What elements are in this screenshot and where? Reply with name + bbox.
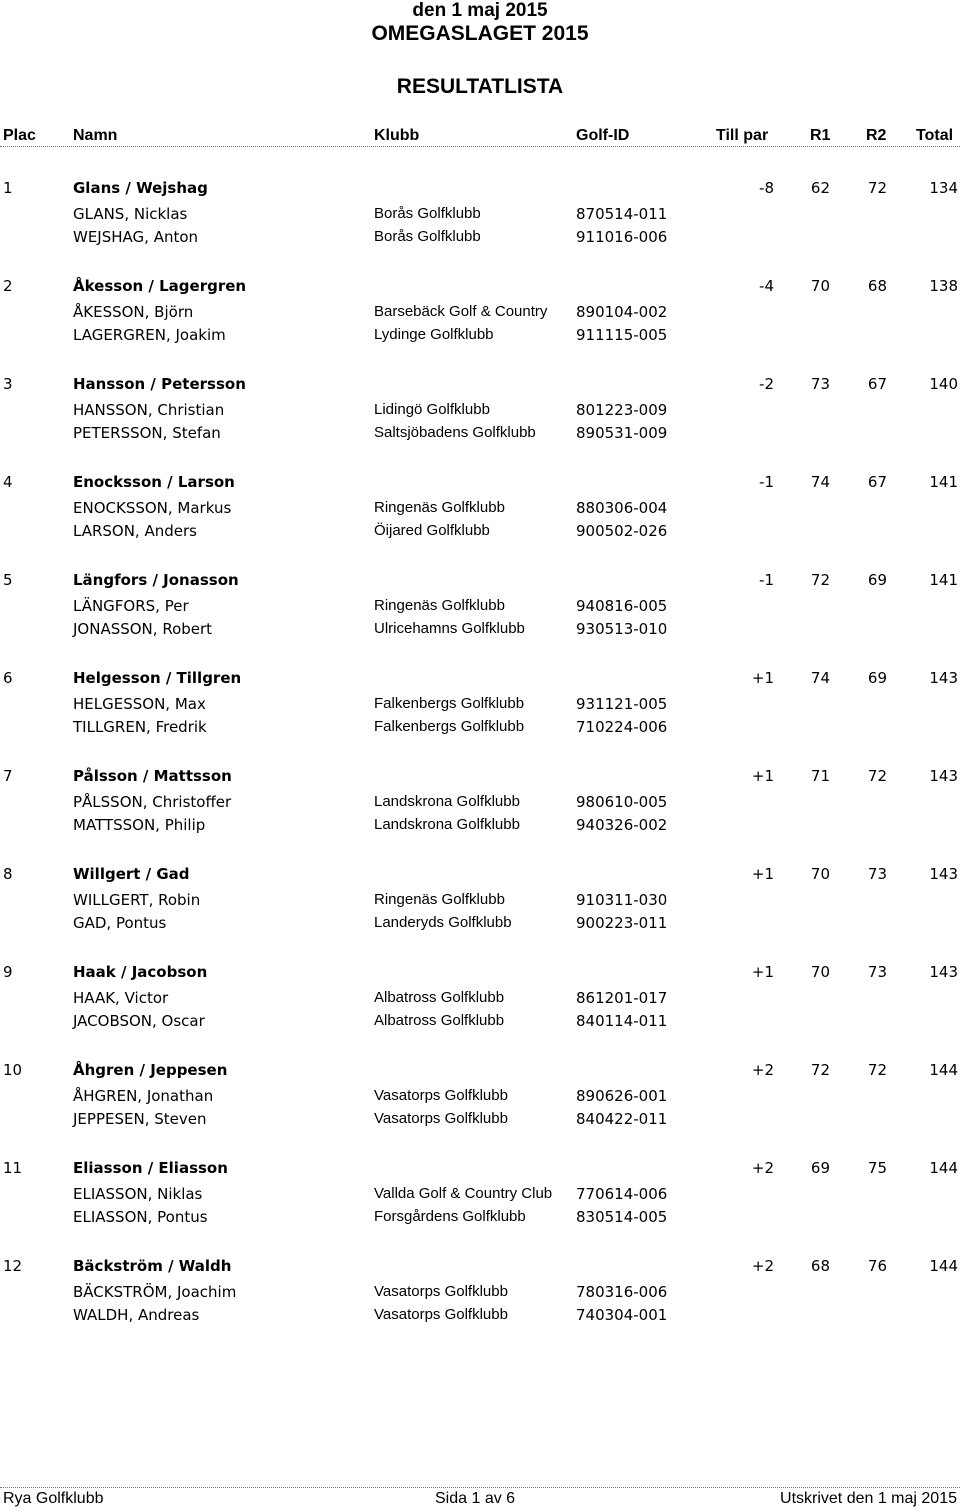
player-golf-id: 801223-009 <box>576 401 668 419</box>
team-till-par: +2 <box>751 1257 774 1275</box>
player-club: Lydinge Golfklubb <box>374 326 494 343</box>
player-club: Saltsjöbadens Golfklubb <box>374 424 536 441</box>
player-name: HELGESSON, Max <box>73 695 206 713</box>
player-name: PÅLSSON, Christoffer <box>73 793 232 811</box>
team-r2: 68 <box>867 277 887 295</box>
player-club: Falkenbergs Golfklubb <box>374 695 525 712</box>
team-till-par: +2 <box>751 1061 774 1079</box>
team-result <box>0 1061 960 1128</box>
player-club: Landeryds Golfklubb <box>374 914 512 931</box>
player-club: Ulricehamns Golfklubb <box>374 620 525 637</box>
footer-divider <box>0 1487 960 1488</box>
team-r1: 70 <box>810 277 830 295</box>
team-result <box>0 767 960 834</box>
column-header-namn: Namn <box>73 127 118 144</box>
player-golf-id: 770614-006 <box>576 1185 668 1203</box>
page-title: RESULTATLISTA <box>396 75 564 98</box>
team-total: 140 <box>929 375 958 393</box>
team-r2: 69 <box>867 669 887 687</box>
team-r1: 69 <box>810 1159 830 1177</box>
team-total: 144 <box>929 1061 958 1079</box>
team-r2: 72 <box>867 1061 887 1079</box>
team-name: Willgert / Gad <box>73 865 190 883</box>
team-name: Enocksson / Larson <box>73 473 235 491</box>
report-date: den 1 maj 2015 <box>412 0 548 21</box>
team-r1: 70 <box>810 963 830 981</box>
player-club: Lidingö Golfklubb <box>374 401 490 418</box>
player-name: WILLGERT, Robin <box>73 891 201 909</box>
team-r2: 73 <box>867 963 887 981</box>
team-name: Pålsson / Mattsson <box>73 767 232 785</box>
team-r1: 72 <box>810 571 830 589</box>
footer-club: Rya Golfklubb <box>3 1490 104 1507</box>
team-result <box>0 669 960 736</box>
team-till-par: -1 <box>759 473 774 491</box>
team-result <box>0 179 960 246</box>
team-r2: 72 <box>867 767 887 785</box>
player-golf-id: 861201-017 <box>576 989 668 1007</box>
player-name: BÄCKSTRÖM, Joachim <box>73 1283 237 1301</box>
team-r2: 75 <box>867 1159 887 1177</box>
event-title: OMEGASLAGET 2015 <box>371 22 589 45</box>
team-placement: 1 <box>3 179 13 197</box>
player-name: WALDH, Andreas <box>73 1306 200 1324</box>
team-name: Haak / Jacobson <box>73 963 208 981</box>
team-placement: 9 <box>3 963 13 981</box>
player-name: ELIASSON, Pontus <box>73 1208 208 1226</box>
player-name: HAAK, Victor <box>73 989 169 1007</box>
player-golf-id: 830514-005 <box>576 1208 668 1226</box>
team-r2: 73 <box>867 865 887 883</box>
team-total: 144 <box>929 1257 958 1275</box>
column-header-plac: Plac <box>3 127 36 144</box>
team-r1: 68 <box>810 1257 830 1275</box>
player-club: Ringenäs Golfklubb <box>374 891 505 908</box>
player-golf-id: 890104-002 <box>576 303 668 321</box>
team-name: Hansson / Petersson <box>73 375 246 393</box>
team-total: 141 <box>929 473 958 491</box>
team-till-par: -1 <box>759 571 774 589</box>
player-golf-id: 900223-011 <box>576 914 668 932</box>
team-name: Åkesson / Lagergren <box>73 277 247 295</box>
player-club: Vasatorps Golfklubb <box>374 1306 508 1323</box>
team-r2: 67 <box>867 375 887 393</box>
player-club: Landskrona Golfklubb <box>374 793 520 810</box>
team-r1: 70 <box>810 865 830 883</box>
player-name: JONASSON, Robert <box>73 620 213 638</box>
player-golf-id: 740304-001 <box>576 1306 668 1324</box>
player-golf-id: 840422-011 <box>576 1110 668 1128</box>
player-name: MATTSSON, Philip <box>73 816 206 834</box>
player-golf-id: 840114-011 <box>576 1012 668 1030</box>
player-name: ELIASSON, Niklas <box>73 1185 203 1203</box>
team-placement: 2 <box>3 277 13 295</box>
team-name: Glans / Wejshag <box>73 179 208 197</box>
player-club: Vallda Golf & Country Club <box>374 1185 553 1202</box>
player-golf-id: 870514-011 <box>576 205 668 223</box>
team-r2: 69 <box>867 571 887 589</box>
column-header-till-par: Till par <box>716 127 769 144</box>
player-golf-id: 910311-030 <box>576 891 668 909</box>
player-golf-id: 900502-026 <box>576 522 668 540</box>
player-club: Öijared Golfklubb <box>374 522 490 539</box>
team-placement: 10 <box>3 1061 23 1079</box>
team-till-par: +1 <box>751 865 774 883</box>
team-total: 141 <box>929 571 958 589</box>
player-name: WEJSHAG, Anton <box>73 228 199 246</box>
team-till-par: +2 <box>751 1159 774 1177</box>
player-golf-id: 931121-005 <box>576 695 668 713</box>
player-name: PETERSSON, Stefan <box>73 424 221 442</box>
team-till-par: -8 <box>759 179 774 197</box>
team-till-par: +1 <box>751 669 774 687</box>
team-total: 134 <box>929 179 958 197</box>
player-name: JACOBSON, Oscar <box>73 1012 205 1030</box>
player-club: Vasatorps Golfklubb <box>374 1087 508 1104</box>
team-placement: 6 <box>3 669 13 687</box>
player-club: Borås Golfklubb <box>374 228 481 245</box>
player-golf-id: 911016-006 <box>576 228 668 246</box>
team-r1: 71 <box>810 767 830 785</box>
player-club: Albatross Golfklubb <box>374 1012 505 1029</box>
team-total: 138 <box>929 277 958 295</box>
player-name: HANSSON, Christian <box>73 401 225 419</box>
team-total: 143 <box>929 669 958 687</box>
team-r1: 62 <box>810 179 830 197</box>
team-name: Längfors / Jonasson <box>73 571 239 589</box>
column-header-golf-id: Golf-ID <box>576 127 630 144</box>
player-club: Ringenäs Golfklubb <box>374 499 505 516</box>
player-club: Ringenäs Golfklubb <box>374 597 505 614</box>
player-golf-id: 780316-006 <box>576 1283 668 1301</box>
player-name: LÄNGFORS, Per <box>73 597 189 615</box>
player-club: Landskrona Golfklubb <box>374 816 520 833</box>
player-golf-id: 930513-010 <box>576 620 668 638</box>
player-club: Falkenbergs Golfklubb <box>374 718 525 735</box>
player-club: Borås Golfklubb <box>374 205 481 222</box>
player-golf-id: 940326-002 <box>576 816 668 834</box>
team-result <box>0 1159 960 1226</box>
column-header-klubb: Klubb <box>374 127 420 144</box>
column-header-total: Total <box>916 127 954 144</box>
player-golf-id: 911115-005 <box>576 326 668 344</box>
player-golf-id: 890626-001 <box>576 1087 668 1105</box>
footer-page-number: Sida 1 av 6 <box>435 1490 516 1507</box>
team-placement: 5 <box>3 571 13 589</box>
player-name: ÅKESSON, Björn <box>73 303 194 321</box>
team-placement: 3 <box>3 375 13 393</box>
team-result <box>0 963 960 1030</box>
player-golf-id: 980610-005 <box>576 793 668 811</box>
player-golf-id: 940816-005 <box>576 597 668 615</box>
player-club: Forsgårdens Golfklubb <box>374 1208 526 1225</box>
team-placement: 4 <box>3 473 13 491</box>
player-name: LAGERGREN, Joakim <box>73 326 226 344</box>
team-total: 143 <box>929 767 958 785</box>
player-club: Vasatorps Golfklubb <box>374 1110 508 1127</box>
player-name: ENOCKSSON, Markus <box>73 499 232 517</box>
team-placement: 12 <box>3 1257 23 1275</box>
team-till-par: -2 <box>759 375 774 393</box>
team-name: Åhgren / Jeppesen <box>73 1061 228 1079</box>
player-name: ÅHGREN, Jonathan <box>73 1087 214 1105</box>
team-result <box>0 473 960 540</box>
team-r1: 74 <box>810 473 830 491</box>
team-result <box>0 571 960 638</box>
team-result <box>0 375 960 442</box>
team-till-par: +1 <box>751 963 774 981</box>
player-name: GLANS, Nicklas <box>73 205 188 223</box>
player-golf-id: 710224-006 <box>576 718 668 736</box>
team-name: Helgesson / Tillgren <box>73 669 242 687</box>
team-total: 143 <box>929 865 958 883</box>
team-r2: 72 <box>867 179 887 197</box>
player-club: Barsebäck Golf & Country <box>374 303 548 320</box>
team-placement: 11 <box>3 1159 23 1177</box>
player-club: Albatross Golfklubb <box>374 989 505 1006</box>
player-name: JEPPESEN, Steven <box>73 1110 207 1128</box>
team-result <box>0 277 960 344</box>
team-till-par: +1 <box>751 767 774 785</box>
team-placement: 8 <box>3 865 13 883</box>
team-till-par: -4 <box>759 277 774 295</box>
team-total: 144 <box>929 1159 958 1177</box>
team-total: 143 <box>929 963 958 981</box>
column-header-r1: R1 <box>810 127 831 144</box>
player-club: Vasatorps Golfklubb <box>374 1283 508 1300</box>
team-r1: 73 <box>810 375 830 393</box>
team-r2: 67 <box>867 473 887 491</box>
team-result <box>0 1257 960 1324</box>
team-r1: 72 <box>810 1061 830 1079</box>
team-name: Eliasson / Eliasson <box>73 1159 228 1177</box>
player-name: LARSON, Anders <box>73 522 197 540</box>
column-header-r2: R2 <box>866 127 887 144</box>
team-result <box>0 865 960 932</box>
player-name: TILLGREN, Fredrik <box>73 718 207 736</box>
player-golf-id: 890531-009 <box>576 424 668 442</box>
team-placement: 7 <box>3 767 13 785</box>
player-name: GAD, Pontus <box>73 914 167 932</box>
team-r1: 74 <box>810 669 830 687</box>
team-name: Bäckström / Waldh <box>73 1257 232 1275</box>
footer-print-date: Utskrivet den 1 maj 2015 <box>780 1490 957 1507</box>
player-golf-id: 880306-004 <box>576 499 668 517</box>
team-r2: 76 <box>867 1257 887 1275</box>
